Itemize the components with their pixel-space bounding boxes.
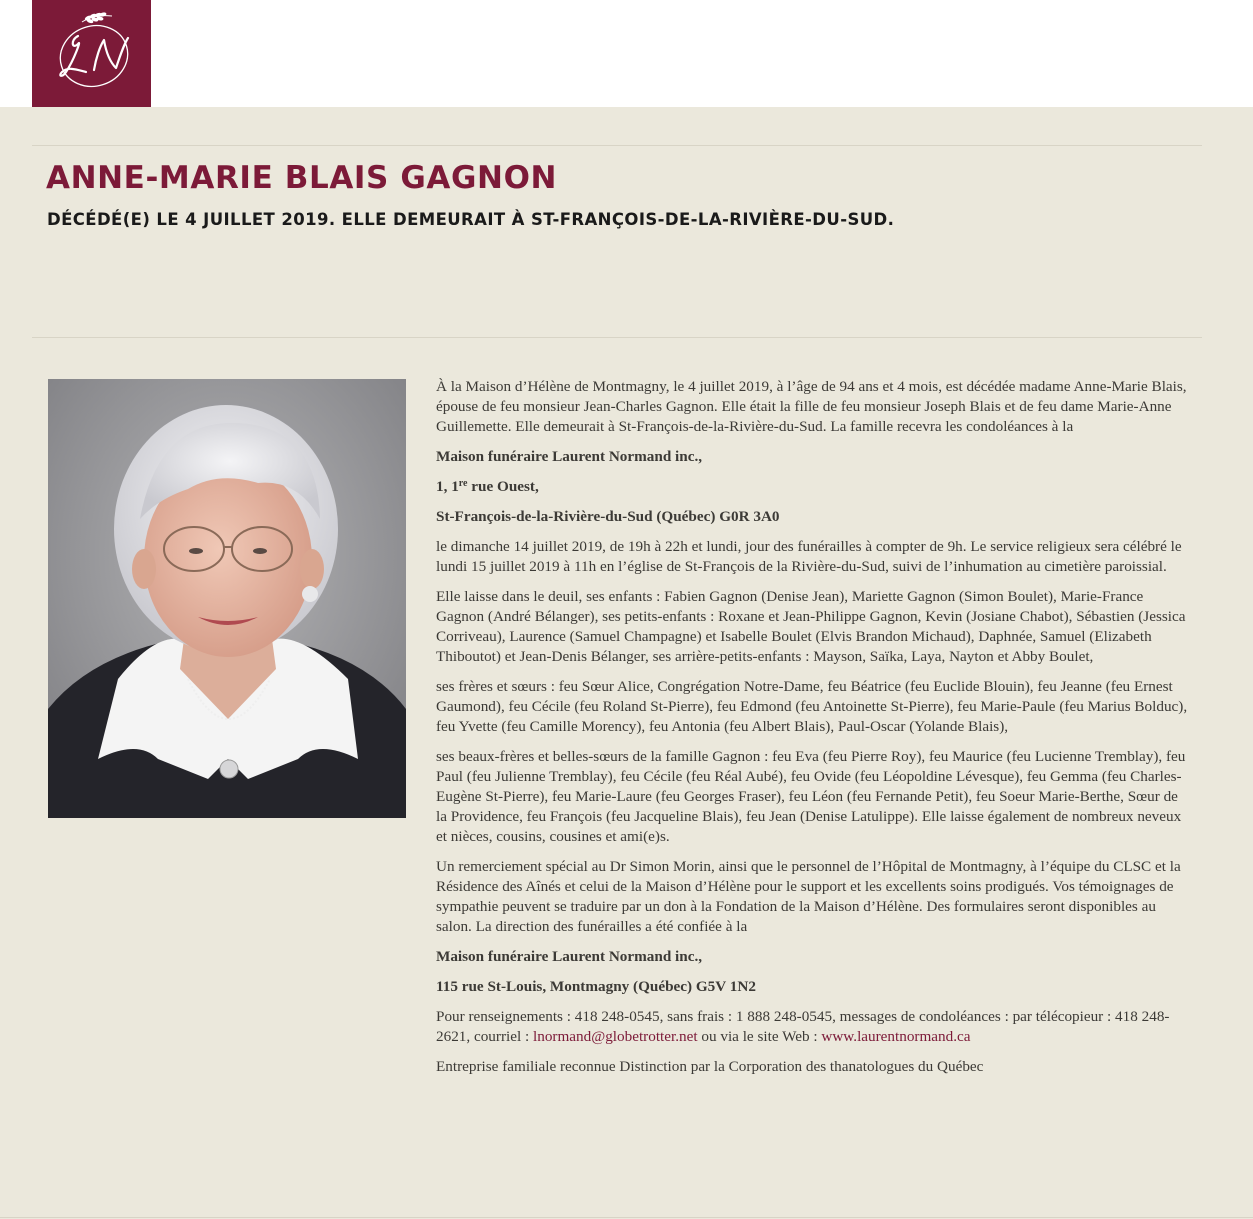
- portrait-photo: [48, 379, 406, 818]
- top-bar: [0, 0, 1253, 107]
- obituary-intro: À la Maison d’Hélène de Montmagny, le 4 juillet 2019, à l’âge de 94 ans et 4 mois, est décédée madame Anne-Marie Blais, épouse de feu monsieur Jean-Charles Gagnon. Elle était la fille de feu monsieur Joseph Blais et de feu dame Marie-Anne Guillemette. Elle demeurait à St-François-de-la-Rivière-du-Sud. La famille recevra les condoléances à la: [436, 378, 1187, 435]
- logo-icon: [32, 0, 151, 107]
- visitation-details: le dimanche 14 juillet 2019, de 19h à 22h et lundi, jour des funérailles à compter de 9h. Le service religieux sera célébré le lundi 15 juillet 2019 à 11h en l’église de St-François de la Rivière-du-Sud, suivi de l’inhumation au cimetière paroissial.: [436, 538, 1182, 575]
- divider-middle: [32, 337, 1202, 338]
- logo[interactable]: [32, 0, 151, 107]
- distinction-note: Entreprise familiale reconnue Distinction par la Corporation des thanatologues du Québec: [436, 1058, 984, 1075]
- funeral-home-name: Maison funéraire Laurent Normand inc.,: [436, 448, 703, 465]
- family-in-laws: ses beaux-frères et belles-sœurs de la famille Gagnon : feu Eva (feu Pierre Roy), feu Maurice (feu Lucienne Tremblay), feu Paul (feu Julienne Tremblay), feu Cécile (feu Réal Aubé), feu Ovide (feu Léopoldine Lévesque), feu Gemma (feu Charles-Eugène St-Pierre), feu Marie-Laure (feu Georges Fraser), feu Léon (feu Fernande Petit), feu Soeur Marie-Berthe, Sœur de la Providence, feu François (feu Jacqueline Blais), feu Jean (Denise Latulippe). Elle laisse également de nombreux neveux et nièces, cousins, cousines et ami(e)s.: [436, 748, 1186, 845]
- obituary-text: [436, 377, 1188, 1087]
- email-link[interactable]: lnormand@globetrotter.net: [533, 1028, 698, 1045]
- funeral-home-address: 1, 1re rue Ouest,: [436, 478, 539, 495]
- family-children: Elle laisse dans le deuil, ses enfants : Fabien Gagnon (Denise Jean), Mariette Gagnon (Simon Boulet), Marie-France Gagnon (André Bélanger), ses petits-enfants : Roxane et Jean-Philippe Gagnon, Kevin (Josiane Chabot), Sébastien (Jessica Corriveau), Laurence (Samuel Champagne) et Isabelle Boulet (Elvis Brandon Michaud), Daphnée, Samuel (Elizabeth Thiboutot) et Jean-Denis Bélanger, ses arrière-petits-enfants : Mayson, Saïka, Laya, Nayton et Abby Boulet,: [436, 588, 1186, 665]
- funeral-director-address: 115 rue St-Louis, Montmagny (Québec) G5V 1N2: [436, 978, 756, 995]
- funeral-director-name: Maison funéraire Laurent Normand inc.,: [436, 948, 703, 965]
- divider-top: [32, 145, 1202, 146]
- page-subtitle: DÉCÉDÉ(E) LE 4 JUILLET 2019. ELLE DEMEURAIT À ST-FRANÇOIS-DE-LA-RIVIÈRE-DU-SUD.: [47, 210, 895, 229]
- page-title: ANNE-MARIE BLAIS GAGNON: [46, 160, 558, 196]
- funeral-home-city: St-François-de-la-Rivière-du-Sud (Québec) G0R 3A0: [436, 508, 780, 525]
- acknowledgements: Un remerciement spécial au Dr Simon Morin, ainsi que le personnel de l’Hôpital de Montmagny, à l’équipe du CLSC et la Résidence des Aînés et celui de la Maison d’Hélène pour le support et les excellents soins prodigués. Vos témoignages de sympathie peuvent se traduire par un don à la Fondation de la Maison d’Hélène. Des formulaires seront disponibles au salon. La direction des funérailles a été confiée à la: [436, 858, 1181, 935]
- family-siblings: ses frères et sœurs : feu Sœur Alice, Congrégation Notre-Dame, feu Béatrice (feu Euclide Blouin), feu Jeanne (feu Ernest Gaumond), feu Cécile (feu Roland St-Pierre), feu Edmond (feu Antoinette St-Pierre), feu Marie-Paule (feu Marius Bolduc), feu Yvette (feu Camille Morency), feu Antonia (feu Albert Blais), Paul-Oscar (Yolande Blais),: [436, 678, 1188, 735]
- contact-info: Pour renseignements : 418 248-0545, sans frais : 1 888 248-0545, messages de condoléances : par télécopieur : 418 248-2621, courriel : lnormand@globetrotter.net ou via le site Web : www.laurentnormand.ca: [436, 1008, 1170, 1045]
- website-link[interactable]: www.laurentnormand.ca: [821, 1028, 971, 1045]
- divider-bottom: [0, 1217, 1253, 1218]
